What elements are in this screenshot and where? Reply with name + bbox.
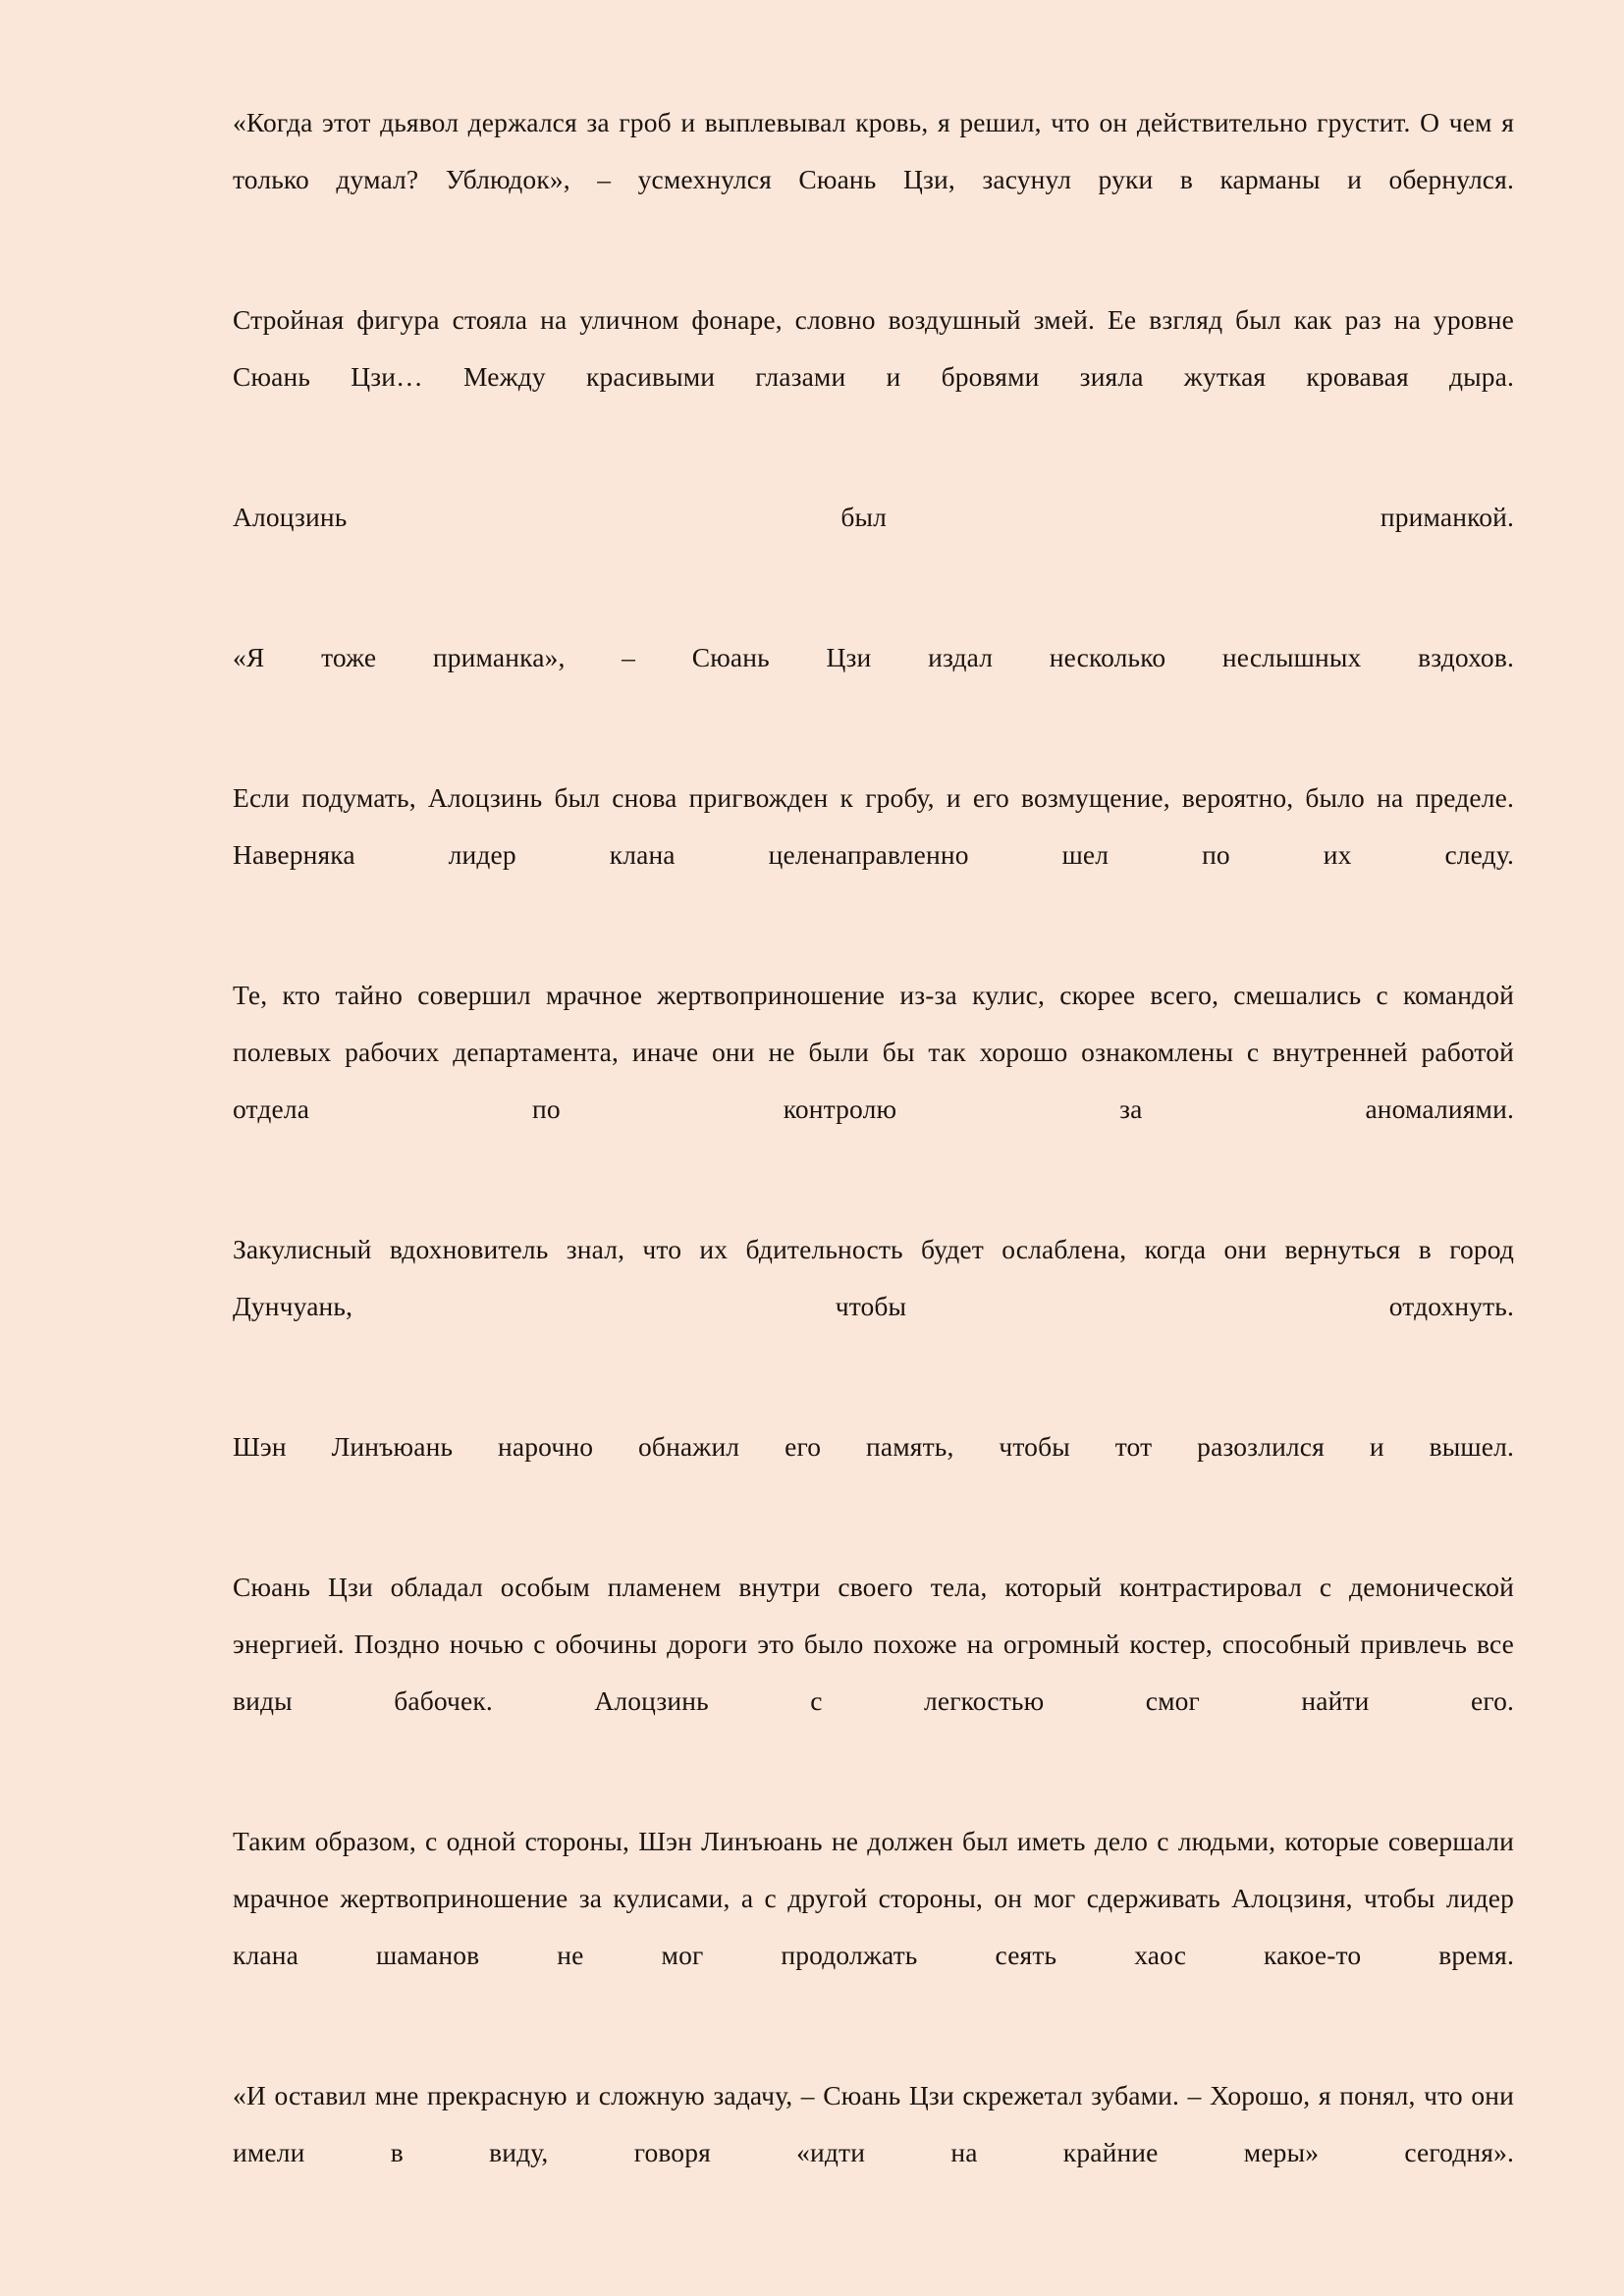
paragraph: «И оставил мне прекрасную и сложную задачу, – Сюань Цзи скрежетал зубами. – Хорошо, я понял, что они имели в виду, говоря «идти на крайние меры» сегодня». [233,2080,1514,2167]
paragraph: Таким образом, с одной стороны, Шэн Линъюань не должен был иметь дело с людьми, которые совершали мрачное жертвоприношение за кулисами, а с другой стороны, он мог сдерживать Алоцзиня, чтобы лидер клана шаманов не мог продолжать сеять хаос какое-то время. [233,1826,1514,1970]
paragraph: Стройная фигура стояла на уличном фонаре, словно воздушный змей. Ее взгляд был как раз на уровне Сюань Цзи… Между красивыми глазами и бровями зияла жуткая кровавая дыра. [233,304,1514,392]
paragraph: Сюань Цзи обладал особым пламенем внутри своего тела, который контрастировал с демонической энергией. Поздно ночью с обочины дороги это было похоже на огромный костер, способный привлечь все виды бабочек. Алоцзинь с легкостью смог найти его. [233,1572,1514,1716]
paragraph: Если подумать, Алоцзинь был снова пригвожден к гробу, и его возмущение, вероятно, было на пределе. Наверняка лидер клана целенаправленно шел по их следу. [233,782,1514,870]
paragraph: Алоцзинь был приманкой. [233,502,1514,532]
paragraph: Закулисный вдохновитель знал, что их бдительность будет ослаблена, когда они вернуться в город Дунчуань, чтобы отдохнуть. [233,1234,1514,1321]
paragraph: «Я тоже приманка», – Сюань Цзи издал несколько неслышных вздохов. [233,642,1514,672]
paragraph: Те, кто тайно совершил мрачное жертвоприношение из-за кулис, скорее всего, смешались с командой полевых рабочих департамента, иначе они не были бы так хорошо ознакомлены с внутренней работой отдела по контролю за аномалиями. [233,980,1514,1124]
paragraph: «Когда этот дьявол держался за гроб и выплевывал кровь, я решил, что он действительно грустит. О чем я только думал? Ублюдок», – усмехнулся Сюань Цзи, засунул руки в карманы и обернулся. [233,107,1514,194]
paragraph: Шэн Линъюань нарочно обнажил его память, чтобы тот разозлился и вышел. [233,1431,1514,1462]
chapter-text-body [233,94,1514,2238]
